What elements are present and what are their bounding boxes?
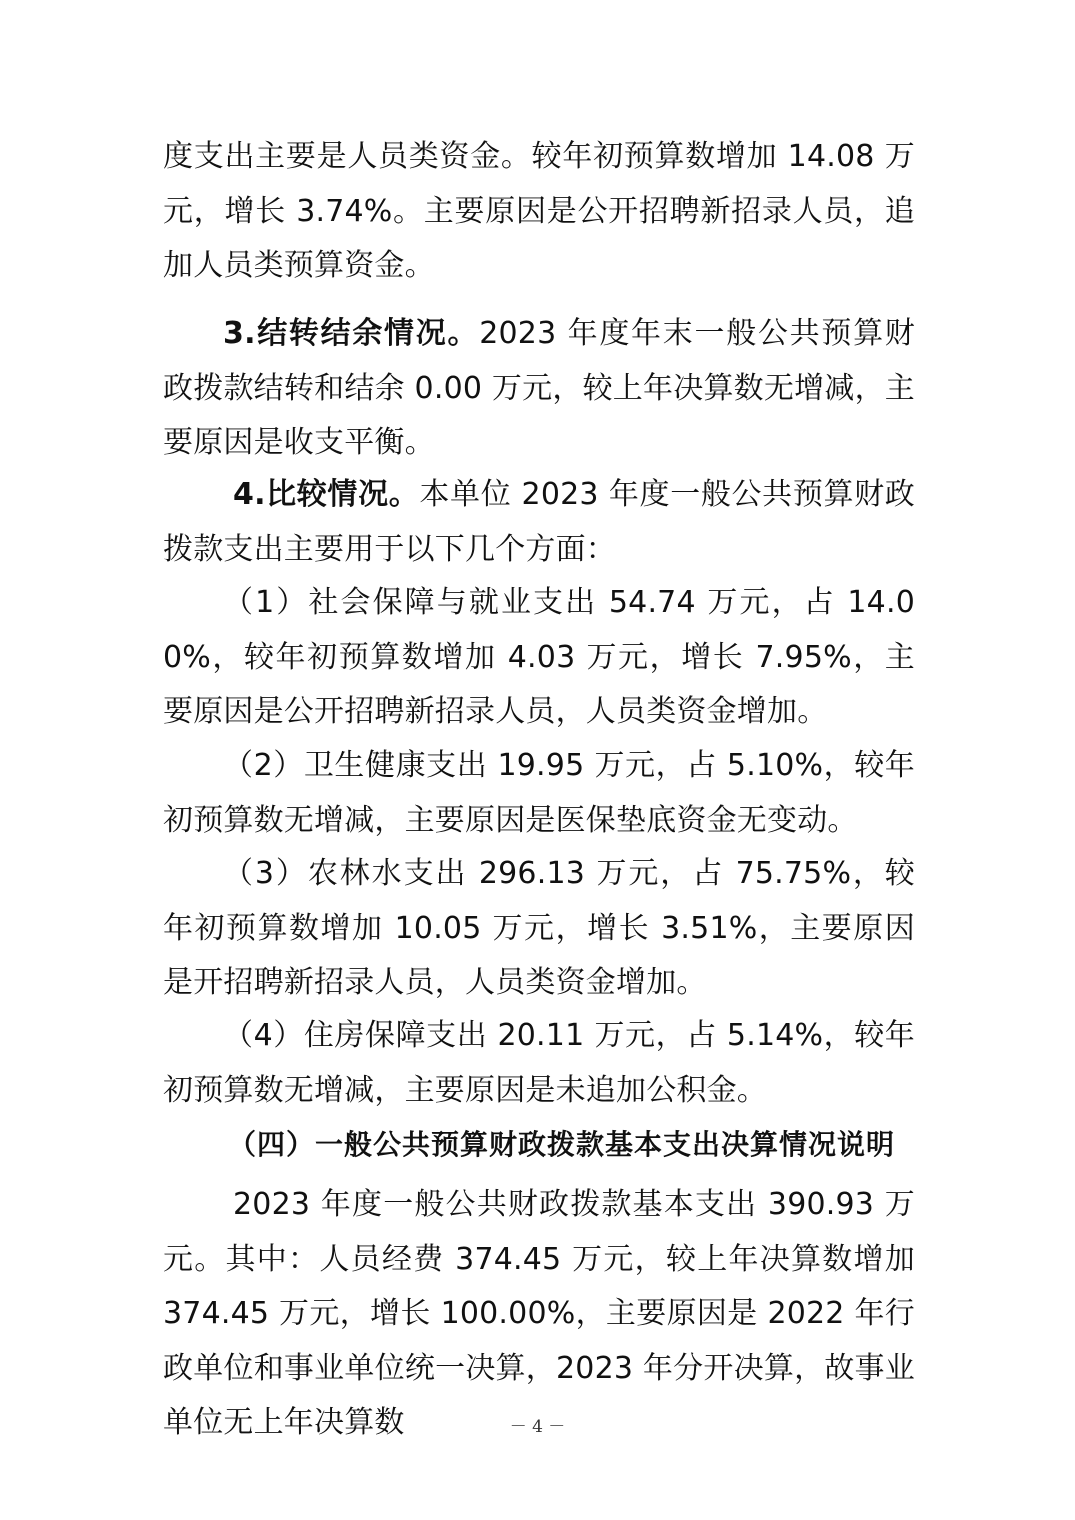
paragraph-text: 本单位 2023 年度一般公共预算财政拨款支出主要用于以下几个方面： xyxy=(163,477,915,567)
section-title-carryover: 3.结转结余情况。 xyxy=(223,316,480,351)
paragraph-item-2 xyxy=(163,739,915,848)
paragraph-item-3 xyxy=(163,847,915,1011)
paragraph-item-1 xyxy=(163,576,915,740)
page-number: － 4 － xyxy=(509,1417,566,1437)
paragraph-carryover xyxy=(163,307,915,471)
paragraph-text: 2023 年度年末一般公共预算财政拨款结转和结余 0.00 万元，较上年决算数无增减，主要原因是收支平衡。 xyxy=(163,316,915,460)
paragraph-text: （4）住房保障支出 20.11 万元，占 5.14%，较年初预算数无增减，主要原因是未追加公积金。 xyxy=(163,1018,915,1108)
paragraph-text: 2023 年度一般公共财政拨款基本支出 390.93 万元。其中：人员经费 374.45 万元，较上年决算数增加 374.45 万元，增长 100.00%，主要原因是 2022 年行政单位和事业单位统一决算，2023 年分开决算，故事业单位无上年决算数 xyxy=(163,1187,915,1440)
paragraph-text: （3）农林水支出 296.13 万元，占 75.75%，较年初预算数增加 10.05 万元，增长 3.51%，主要原因是开招聘新招录人员，人员类资金增加。 xyxy=(163,856,915,1000)
paragraph-text: （2）卫生健康支出 19.95 万元，占 5.10%，较年初预算数无增减，主要原因是医保垫底资金无变动。 xyxy=(163,748,915,838)
paragraph-basic-expenditure xyxy=(163,1178,915,1451)
paragraph-item-4 xyxy=(163,1009,915,1118)
paragraph-text: （1）社会保障与就业支出 54.74 万元，占 14.00%，较年初预算数增加 4.03 万元，增长 7.95%，主要原因是公开招聘新招录人员，人员类资金增加。 xyxy=(163,585,915,729)
section-heading-basic-expenditure: （四）一般公共预算财政拨款基本支出决算情况说明 xyxy=(228,1128,896,1161)
paragraph-personnel-expense xyxy=(163,130,915,294)
section-title-comparison: 4.比较情况。 xyxy=(233,477,420,512)
paragraph-text: 度支出主要是人员类资金。较年初预算数增加 14.08 万元，增长 3.74%。主要原因是公开招聘新招录人员，追加人员类预算资金。 xyxy=(163,139,915,283)
paragraph-comparison xyxy=(163,468,915,577)
